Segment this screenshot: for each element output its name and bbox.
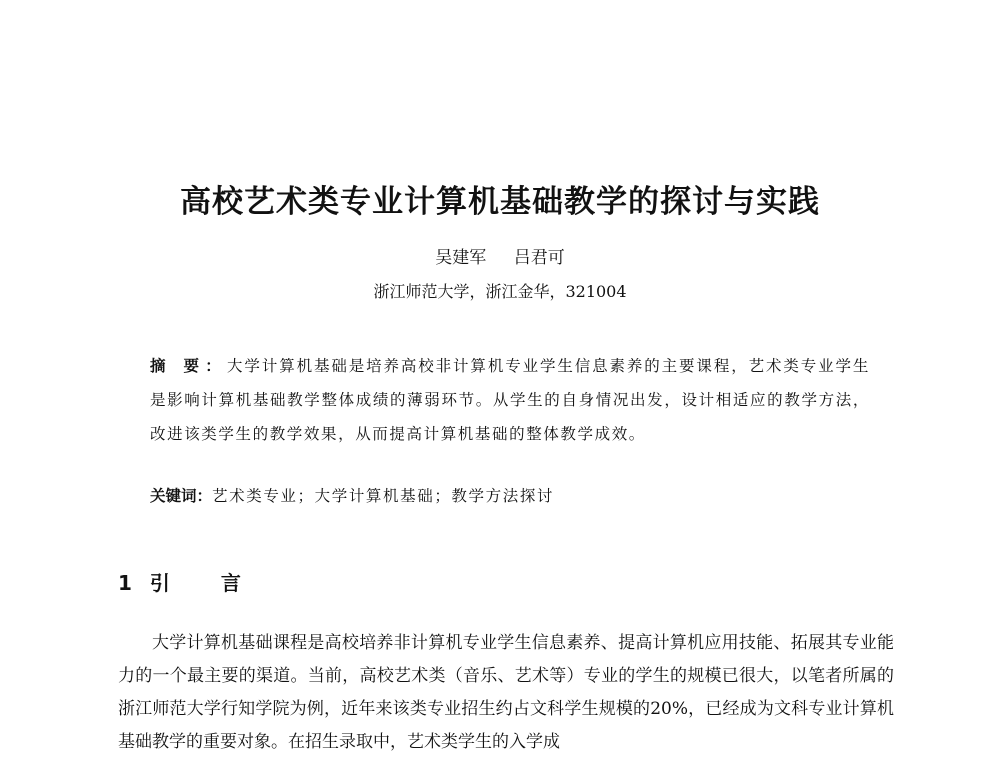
keywords-label: 关键词：	[150, 487, 213, 505]
paper-title: 高校艺术类专业计算机基础教学的探讨与实践	[180, 184, 820, 220]
keywords	[150, 479, 870, 513]
keywords-text: 艺术类专业；大学计算机基础；教学方法探讨	[212, 487, 555, 505]
section-heading	[118, 567, 263, 596]
abstract-text: 大学计算机基础是培养高校非计算机专业学生信息素养的主要课程，艺术类专业学生是影响计算机基础教学整体成绩的薄弱环节。从学生的自身情况出发，设计相适应的教学方法，改进该类学生的教学效果，从而提高计算机基础的整体教学成效。	[150, 357, 871, 443]
body-paragraph: 大学计算机基础课程是高校培养非计算机专业学生信息素养、提高计算机应用技能、拓展其专业能力的一个最主要的渠道。当前，高校艺术类（音乐、艺术等）专业的学生的规模已很大，以笔者所属的浙江师范大学行知学院为例，近年来该类专业招生约占文科学生规模的20%，已经成为文科专业计算机基础教学的重要对象。在招生录取中，艺术类学生的入学成	[118, 633, 894, 752]
section-number: 1	[118, 571, 132, 595]
paper-affiliation: 浙江师范大学，浙江金华，321004	[373, 282, 627, 301]
paper-authors: 吴建军 吕君可	[435, 248, 565, 268]
section-title: 引 言	[149, 571, 263, 595]
abstract	[150, 349, 870, 451]
abstract-label: 摘 要：	[150, 357, 228, 375]
